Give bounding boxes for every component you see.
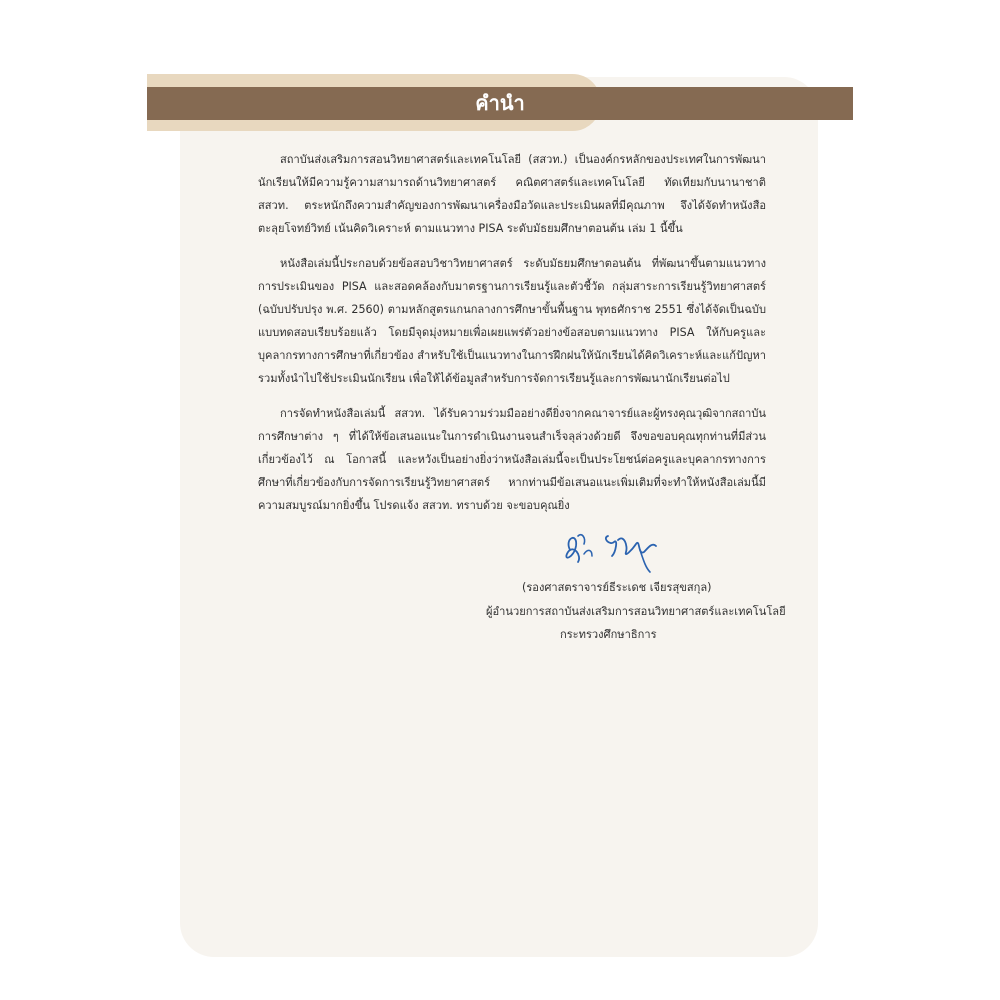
- title-band: [147, 87, 853, 120]
- signatory-name: (รองศาสตราจารย์ธีระเดช เจียรสุขสกุล): [522, 581, 712, 594]
- handwritten-signature: [548, 516, 678, 576]
- signatory-ministry: กระทรวงศึกษาธิการ: [560, 628, 657, 641]
- signatory-block: [430, 576, 786, 647]
- preface-paragraph-3: การจัดทำหนังสือเล่มนี้ สสวท. ได้รับความร่วมมืออย่างดียิ่งจากคณาจารย์และผู้ทรงคุณวุฒิจากสถาบันการศึกษาต่าง ๆ ที่ได้ให้ข้อเสนอแนะในการดำเนินงานจนสำเร็จลุล่วงด้วยดี จึงขอขอบคุณทุกท่านที่มีส่วนเกี่ยวข้องไว้ ณ โอกาสนี้ และหวังเป็นอย่างยิ่งว่าหนังสือเล่มนี้จะเป็นประโยชน์ต่อครูและบุคลากรทางการศึกษาที่เกี่ยวข้องกับการจัดการเรียนรู้วิทยาศาสตร์ หากท่านมีข้อเสนอแนะเพิ่มเติมที่จะทำให้หนังสือเล่มนี้มีความสมบูรณ์มากยิ่งขึ้น โปรดแจ้ง สสวท. ทราบด้วย จะขอบคุณยิ่ง: [258, 407, 766, 512]
- preface-paragraph-1: สถาบันส่งเสริมการสอนวิทยาศาสตร์และเทคโนโลยี (สสวท.) เป็นองค์กรหลักของประเทศในการพัฒนานักเรียนให้มีความรู้ความสามารถด้านวิทยาศาสตร์ คณิตศาสตร์และเทคโนโลยี ทัดเทียมกับนานาชาติ สสวท. ตระหนักถึงความสำคัญของการพัฒนาเครื่องมือวัดและประเมินผลที่มีคุณภาพ จึงได้จัดทำหนังสือตะลุยโจทย์วิทย์ เน้นคิดวิเคราะห์ ตามแนวทาง PISA ระดับมัธยมศึกษาตอนต้น เล่ม 1 นี้ขึ้น: [258, 153, 766, 235]
- page-title: คำนำ: [475, 91, 525, 115]
- preface-paragraph-2: หนังสือเล่มนี้ประกอบด้วยข้อสอบวิชาวิทยาศาสตร์ ระดับมัธยมศึกษาตอนต้น ที่พัฒนาขึ้นตามแนวทางการประเมินของ PISA และสอดคล้องกับมาตรฐานการเรียนรู้และตัวชี้วัด กลุ่มสาระการเรียนรู้วิทยาศาสตร์ (ฉบับปรับปรุง พ.ศ. 2560) ตามหลักสูตรแกนกลางการศึกษาขั้นพื้นฐาน พุทธศักราช 2551 ซึ่งได้จัดเป็นฉบับแบบทดสอบเรียบร้อยแล้ว โดยมีจุดมุ่งหมายเพื่อเผยแพร่ตัวอย่างข้อสอบตามแนวทาง PISA ให้กับครูและบุคลากรทางการศึกษาที่เกี่ยวข้อง สำหรับใช้เป็นแนวทางในการฝึกฝนให้นักเรียนได้คิดวิเคราะห์และแก้ปัญหา รวมทั้งนำไปใช้ประเมินนักเรียน เพื่อให้ได้ข้อมูลสำหรับการจัดการเรียนรู้และการพัฒนานักเรียนต่อไป: [258, 257, 766, 385]
- signatory-position: ผู้อำนวยการสถาบันส่งเสริมการสอนวิทยาศาสตร์และเทคโนโลยี: [486, 604, 786, 618]
- preface-body: [258, 148, 766, 529]
